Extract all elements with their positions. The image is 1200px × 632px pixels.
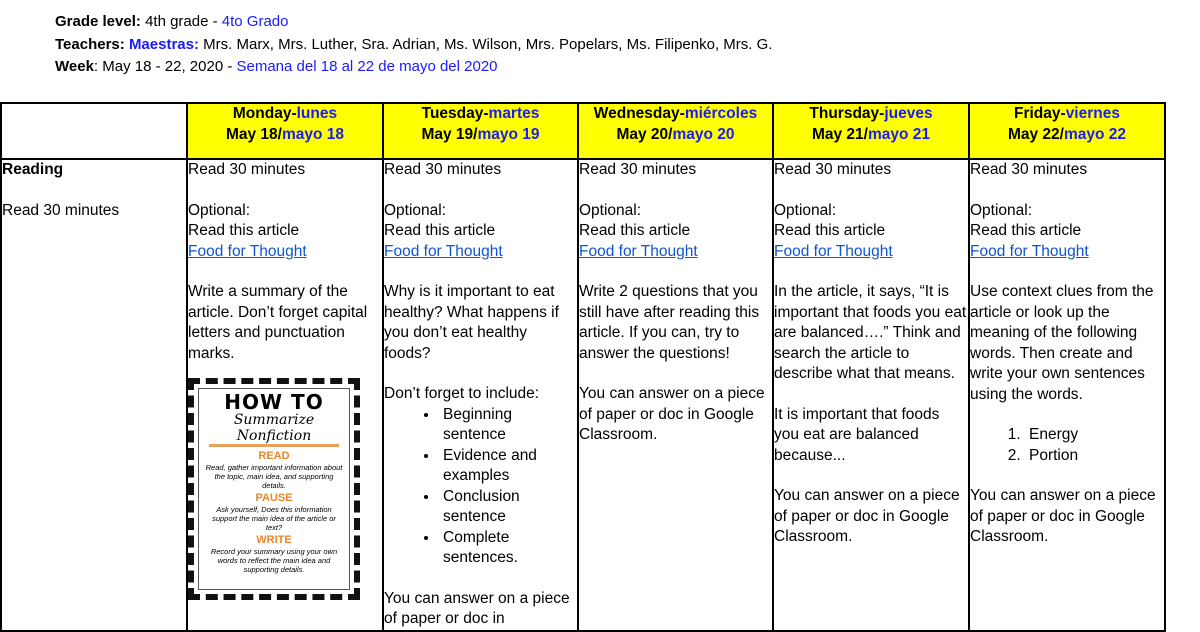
teachers-label-es: Maestras: — [128, 35, 199, 53]
corner-cell — [1, 103, 187, 159]
day-header-tuesday: Tuesday-martes May 19/mayo 19 — [383, 103, 578, 159]
teachers-value: Mrs. Marx, Mrs. Luther, Sra. Adrian, Ms. Wilson, Mrs. Popelars, Ms. Filipenko, Mrs. G. — [198, 35, 773, 53]
poster-write-text: Record your summary using your own words to reflect the main idea and supporting details. — [210, 547, 338, 574]
subject-cell — [1, 159, 187, 631]
subject-desc: Read 30 minutes — [2, 201, 120, 219]
poster-read-text: Read, gather important information about the topic, main idea, and supporting details. — [205, 463, 343, 490]
weekly-plan-table — [0, 102, 1166, 632]
article-link[interactable]: Food for Thought — [970, 242, 1089, 260]
list-item: 2. Portion — [1025, 446, 1164, 467]
tuesday-cell — [383, 159, 578, 631]
read-instruction: Read 30 minutes — [970, 161, 1088, 178]
list-item: • Complete sentences. — [439, 528, 577, 569]
list-item: • Conclusion sentence — [439, 487, 577, 528]
read-article-text: Read this article — [970, 222, 1082, 239]
friday-cell — [969, 159, 1165, 631]
monday-task: Write a summary of the article. Don’t forget capital letters and punctuation marks. — [188, 283, 368, 362]
optional-label: Optional: — [579, 201, 642, 219]
read-article-text: Read this article — [188, 222, 300, 239]
answer-note: You can answer on a piece of paper or doc in Google Classroom. — [774, 487, 960, 545]
article-link[interactable]: Food for Thought — [774, 242, 893, 260]
poster-pause-text: Ask yourself, Does this information support the main idea of the article or text? — [212, 505, 336, 532]
summarize-poster — [188, 378, 360, 600]
optional-label: Optional: — [188, 201, 251, 219]
tuesday-task: Why is it important to eat healthy? What happens if you don’t eat healthy foods? — [384, 283, 559, 362]
week-line — [55, 56, 772, 79]
day-header-monday: Monday-lunes May 18/mayo 18 — [187, 103, 383, 159]
answer-note: You can answer on a piece of paper or doc in — [384, 589, 570, 627]
friday-task: Use context clues from the article or look up the meaning of the following words. Then create and write your own sentences using the words. — [970, 283, 1154, 403]
wednesday-task: Write 2 questions that you still have after reading this article. If you can, try to answer the questions! — [579, 283, 760, 362]
poster-title: HOW TO — [224, 390, 324, 414]
poster-subtitle: Summarize Nonfiction — [233, 412, 315, 444]
read-instruction: Read 30 minutes — [188, 161, 306, 178]
article-link[interactable]: Food for Thought — [579, 242, 698, 260]
grade-value-es: 4to Grado — [221, 13, 289, 30]
week-value: : May 18 - 22, 2020 - — [93, 58, 237, 75]
monday-cell — [187, 159, 383, 631]
grade-line — [55, 11, 772, 34]
day-header-wednesday: Wednesday-miércoles May 20/mayo 20 — [578, 103, 773, 159]
teachers-label: Teachers: — [55, 35, 125, 53]
table-header-row — [1, 103, 1165, 159]
week-value-es: Semana del 18 al 22 de mayo del 2020 — [236, 58, 498, 75]
grade-value: 4th grade - — [145, 13, 222, 30]
article-link[interactable]: Food for Thought — [188, 242, 307, 260]
read-instruction: Read 30 minutes — [774, 161, 892, 178]
list-item: • Beginning sentence — [439, 405, 577, 446]
include-label: Don’t forget to include: — [384, 385, 540, 402]
article-link[interactable]: Food for Thought — [384, 242, 503, 260]
list-item: • Evidence and examples — [439, 446, 577, 487]
vocab-list — [970, 425, 1164, 466]
include-list — [384, 405, 577, 569]
teachers-line — [55, 34, 772, 57]
day-header-thursday: Thursday-jueves May 21/mayo 21 — [773, 103, 969, 159]
poster-pause-heading: PAUSE — [255, 492, 293, 504]
week-label: Week — [55, 58, 94, 75]
read-article-text: Read this article — [384, 222, 496, 239]
optional-label: Optional: — [774, 201, 837, 219]
read-instruction: Read 30 minutes — [579, 161, 697, 178]
thursday-task: In the article, it says, “It is important that foods you eat are balanced….” Think and search the article to describe what that means. — [774, 283, 967, 382]
answer-note: You can answer on a piece of paper or doc in Google Classroom. — [579, 385, 765, 443]
wednesday-cell — [578, 159, 773, 631]
answer-note: You can answer on a piece of paper or doc in Google Classroom. — [970, 487, 1156, 545]
poster-write-heading: WRITE — [256, 534, 292, 546]
day-header-friday: Friday-viernes May 22/mayo 22 — [969, 103, 1165, 159]
plan-header — [55, 11, 772, 79]
grade-label: Grade level: — [55, 13, 141, 30]
poster-read-heading: READ — [258, 450, 290, 462]
poster-pencil-bar — [209, 444, 339, 447]
subject-title: Reading — [2, 161, 64, 178]
optional-label: Optional: — [384, 201, 447, 219]
optional-label: Optional: — [970, 201, 1033, 219]
read-article-text: Read this article — [774, 222, 886, 239]
read-article-text: Read this article — [579, 222, 691, 239]
thursday-prompt: It is important that foods you eat are balanced because... — [774, 405, 940, 464]
list-item: 1. Energy — [1025, 425, 1164, 446]
read-instruction: Read 30 minutes — [384, 161, 502, 178]
thursday-cell — [773, 159, 969, 631]
reading-row — [1, 159, 1165, 631]
